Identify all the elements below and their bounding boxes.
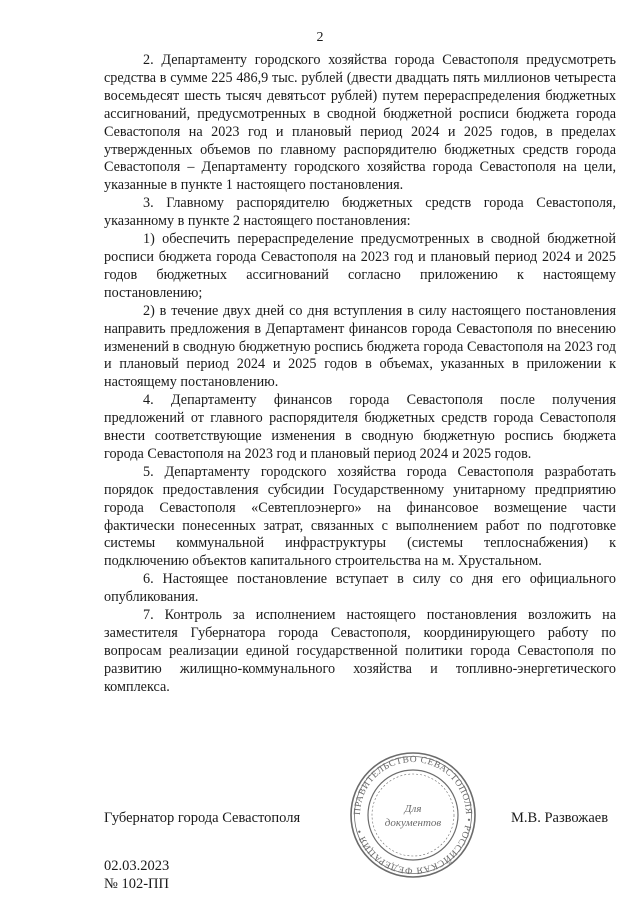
signatory-name: М.В. Развожаев — [511, 810, 609, 826]
paragraph-subitem-3-1: 1) обеспечить перераспределение предусмотренных в сводной бюджетной росписи бюджета города Севастополя на 2023 год и плановый период 2024 и 2025 годов бюджетных ассигнований согласно приложению к настоящему постановлению; — [104, 231, 616, 301]
document-body — [104, 52, 616, 697]
seal-center-line-1: Для — [404, 803, 422, 815]
official-seal-stamp — [348, 750, 478, 880]
paragraph-item-6: 6. Настоящее постановление вступает в силу со дня его официального опубликования. — [104, 571, 616, 606]
document-date: 02.03.2023 — [104, 858, 170, 874]
page-number: 2 — [316, 30, 324, 45]
paragraph-item-2: 2. Департаменту городского хозяйства города Севастополя предусмотреть средства в сумме 225 486,9 тыс. рублей (двести двадцать пять миллионов четыреста восемьдесят шесть тысяч девятьсот рублей) путем перераспределения бюджетных ассигнований, предусмотренных в сводной бюджетной росписи бюджета города Севастополя на 2023 год и плановый период 2024 и 2025 годов, в пределах утвержденных объемов по главному распорядителю бюджетных средств города Севастополя – Департаменту городского хозяйства города Севастополя на цели, указанные в пункте 1 настоящего постановления. — [104, 52, 616, 194]
paragraph-item-3: 3. Главному распорядителю бюджетных средств города Севастополя, указанному в пункте 2 настоящего постановления: — [104, 195, 616, 230]
seal-center-line-2: документов — [384, 817, 442, 829]
paragraph-item-4: 4. Департаменту финансов города Севастополя после получения предложений от главного распорядителя бюджетных средств города Севастополя внести соответствующие изменения в сводную бюджетную роспись бюджета города Севастополя на 2023 год и плановый период 2024 и 2025 годов. — [104, 392, 616, 462]
document-number: № 102-ПП — [104, 876, 169, 892]
paragraph-item-7: 7. Контроль за исполнением настоящего постановления возложить на заместителя Губернатора города Севастополя, координирующего работу по вопросам реализации единой государственной политики города Севастополя по развитию жилищно-коммунального хозяйства и топливно-энергетического комплекса. — [104, 607, 616, 695]
paragraph-item-5: 5. Департаменту городского хозяйства города Севастополя разработать порядок предоставления субсидии Государственному унитарному предприятию города Севастополя «Севтеплоэнерго» на финансовое возмещение части фактически понесенных затрат, связанных с выполнением работ по подготовке системы коммунальной инфраструктуры (системы теплоснабжения) к подключению объектов капитального строительства на м. Хрустальном. — [104, 463, 616, 570]
signatory-title: Губернатор города Севастополя — [104, 810, 301, 826]
paragraph-subitem-3-2: 2) в течение двух дней со дня вступления в силу настоящего постановления направить предложения в Департамент финансов города Севастополя по внесению изменений в сводную бюджетную роспись бюджета города Севастополя на 2023 год и плановый период 2024 и 2025 годов в объемах, указанных в приложении к настоящему постановлению. — [104, 302, 616, 391]
seal-ring-text: ПРАВИТЕЛЬСТВО СЕВАСТОПОЛЯ • РОССИЙСКАЯ ФЕДЕРАЦИЯ • — [352, 754, 474, 876]
